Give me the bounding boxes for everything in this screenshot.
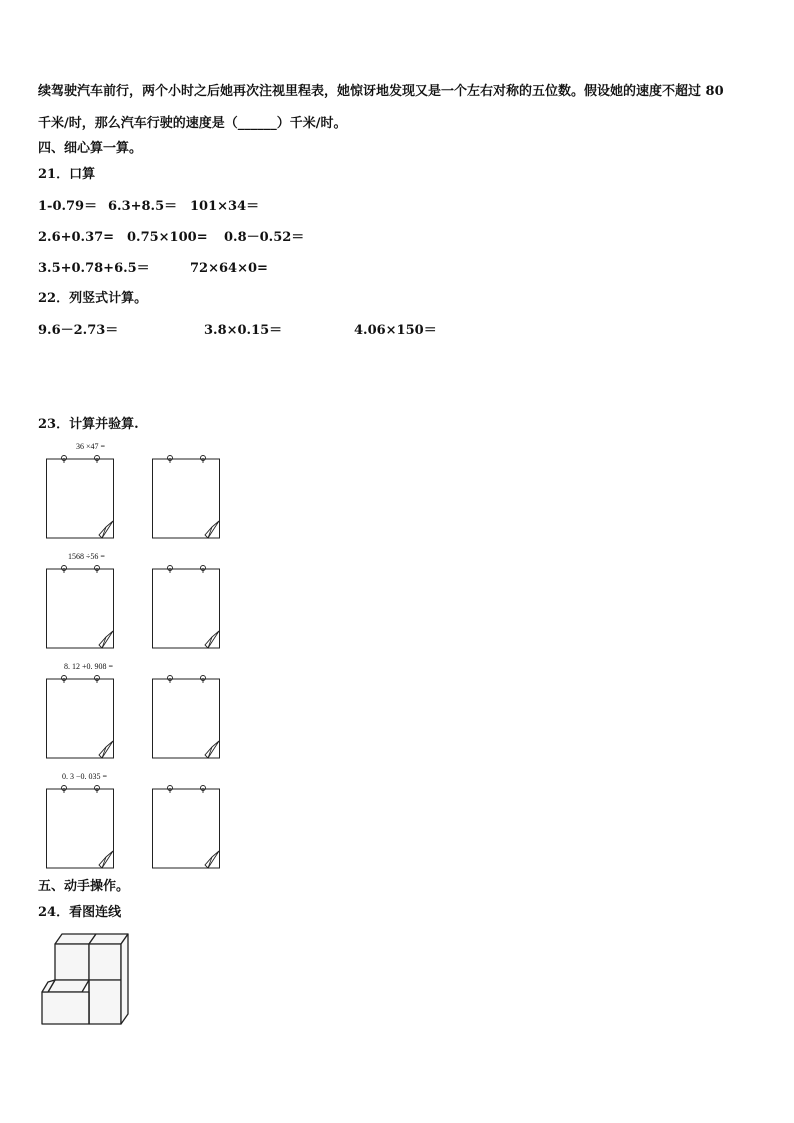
q21-item: 2.6+0.37= [38,230,115,245]
section-4-title: 四、细心算一算。 [38,141,143,156]
cube-stack-figure [38,930,134,1034]
q22-item: 4.06×150＝ [354,323,437,338]
q21-item: 6.3+8.5＝ [108,199,178,214]
calculation-notepad[interactable] [46,675,114,755]
calculation-notepad[interactable] [46,565,114,645]
verification-notepad[interactable] [152,455,220,535]
q23-problem: 36 ×47 = [76,442,106,451]
q21-item: 1-0.79＝ [38,199,98,214]
section-5-title: 五、动手操作。 [38,879,130,894]
q21-title: 21．口算 [38,167,96,182]
q21-item: 0.8－0.52＝ [224,230,305,245]
q21-item: 101×34＝ [190,199,260,214]
verification-notepad[interactable] [152,565,220,645]
q22-item: 9.6－2.73＝ [38,323,119,338]
calculation-notepad[interactable] [46,455,114,535]
q22-item: 3.8×0.15＝ [204,323,283,338]
q21-item: 3.5+0.78+6.5＝ [38,261,150,276]
q21-item: 0.75×100= [127,230,208,245]
intro-line-2: 千米/时，那么汽车行驶的速度是（______）千米/时。 [38,116,347,131]
intro-line-1: 续驾驶汽车前行，两个小时之后她再次注视里程表，她惊讶地发现又是一个左右对称的五位数。假设她的速度不超过 80 [38,84,724,99]
calculation-notepad[interactable] [46,785,114,865]
q24-title: 24．看图连线 [38,905,122,920]
q23-title: 23．计算并验算. [38,417,139,432]
verification-notepad[interactable] [152,785,220,865]
q22-title: 22．列竖式计算。 [38,291,148,306]
q21-item: 72×64×0= [190,261,268,276]
q23-problem: 8. 12 +0. 908 = [64,662,114,671]
q23-problem: 0. 3 −0. 035 = [62,772,108,781]
q23-problem: 1568 ÷56 = [68,552,105,561]
verification-notepad[interactable] [152,675,220,755]
